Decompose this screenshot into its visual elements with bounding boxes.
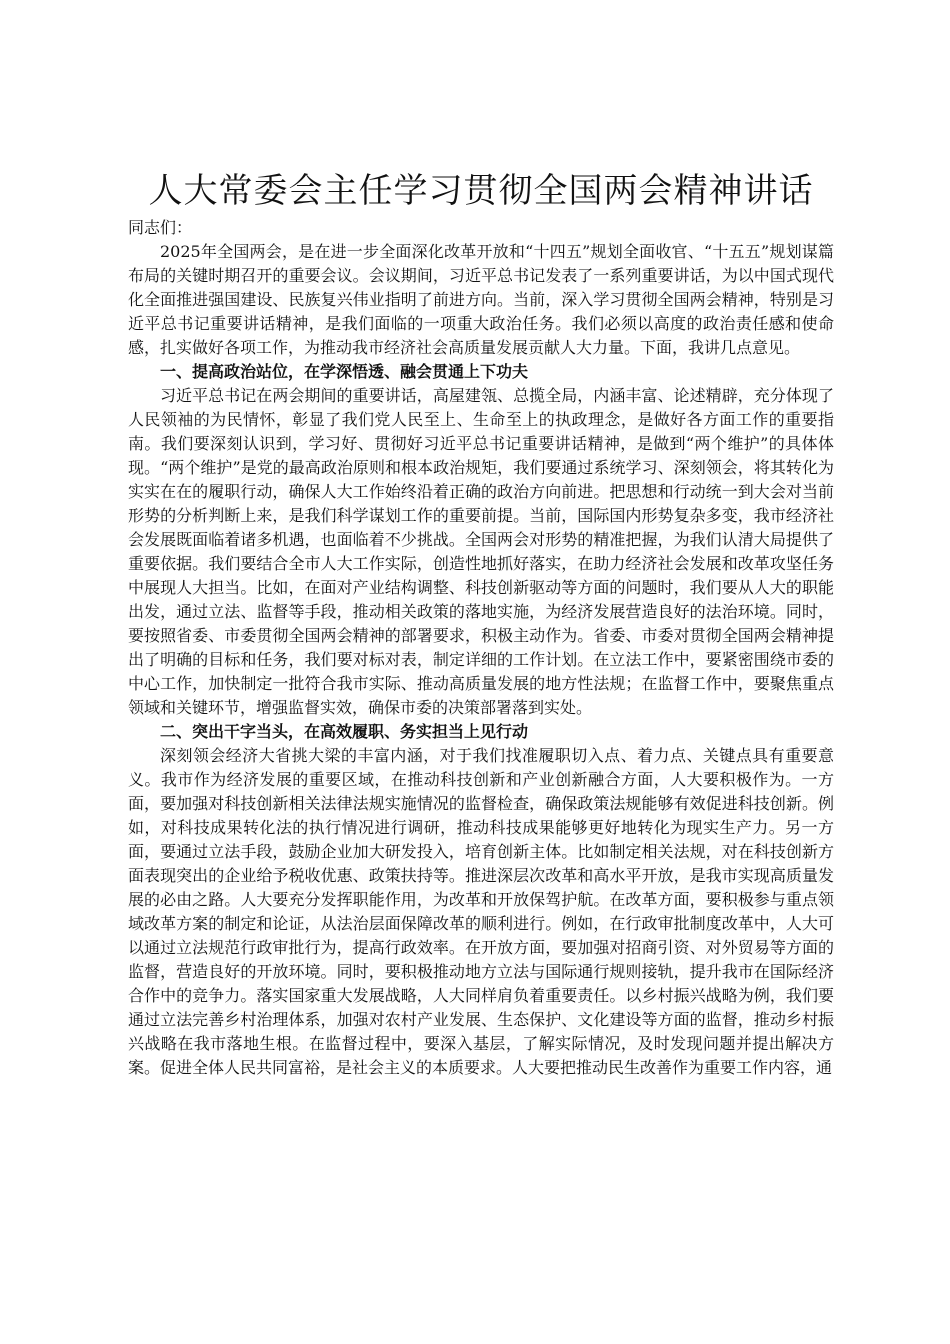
- section-1-heading: 一、提高政治站位，在学深悟透、融会贯通上下功夫: [160, 362, 529, 381]
- section-2-heading: 二、突出干字当头，在高效履职、务实担当上见行动: [160, 722, 529, 741]
- document-title: 人大常委会主任学习贯彻全国两会精神讲话: [148, 171, 814, 211]
- section-1-paragraph: 习近平总书记在两会期间的重要讲话，高屋建瓴、总揽全局，内涵丰富、论述精辟，充分体现了人民领袖的为民情怀，彰显了我们党人民至上、生命至上的执政理念，是做好各方面工作的重要指南。我们要深刻认识到，学习好、贯彻好习近平总书记重要讲话精神，是做到“两个维护”的具体体现。“两个维护”是党的最高政治原则和根本政治规矩，我们要通过系统学习、深刻领会，将其转化为实实在在的履职行动，确保人大工作始终沿着正确的政治方向前进。把思想和行动统一到大会对当前形势的分析判断上来，是我们科学谋划工作的重要前提。当前，国际国内形势复杂多变，我市经济社会发展既面临着诸多机遇，也面临着不少挑战。全国两会对形势的精准把握，为我们认清大局提供了重要依据。我们要结合全市人大工作实际，创造性地抓好落实，在助力经济社会发展和改革攻坚任务中展现人大担当。比如，在面对产业结构调整、科技创新驱动等方面的问题时，我们要从人大的职能出发，通过立法、监督等手段，推动相关政策的落地实施，为经济发展营造良好的法治环境。同时，要按照省委、市委贯彻全国两会精神的部署要求，积极主动作为。省委、市委对贯彻全国两会精神提出了明确的目标和任务，我们要对标对表，制定详细的工作计划。在立法工作中，要紧密围绕市委的中心工作，加快制定一批符合我市实际、推动高质量发展的地方性法规；在监督工作中，要聚焦重点领域和关键环节，增强监督实效，确保市委的决策部署落到实处。: [128, 386, 834, 717]
- intro-paragraph: 2025年全国两会，是在进一步全面深化改革开放和“十四五”规划全面收官、“十五五”规划谋篇布局的关键时期召开的重要会议。会议期间，习近平总书记发表了一系列重要讲话，为以中国式现代化全面推进强国建设、民族复兴伟业指明了前进方向。当前，深入学习贯彻全国两会精神，特别是习近平总书记重要讲话精神，是我们面临的一项重大政治任务。我们必须以高度的政治责任感和使命感，扎实做好各项工作，为推动我市经济社会高质量发展贡献人大力量。下面，我讲几点意见。: [128, 242, 834, 357]
- document-page: [128, 170, 834, 1080]
- salutation: 同志们：: [128, 218, 193, 237]
- section-2-paragraph: 深刻领会经济大省挑大梁的丰富内涵，对于我们找准履职切入点、着力点、关键点具有重要意义。我市作为经济发展的重要区域，在推动科技创新和产业创新融合方面，人大要积极作为。一方面，要加强对科技创新相关法律法规实施情况的监督检查，确保政策法规能够有效促进科技创新。例如，对科技成果转化法的执行情况进行调研，推动科技成果能够更好地转化为现实生产力。另一方面，要通过立法手段，鼓励企业加大研发投入，培育创新主体。比如制定相关法规，对在科技创新方面表现突出的企业给予税收优惠、政策扶持等。推进深层次改革和高水平开放，是我市实现高质量发展的必由之路。人大要充分发挥职能作用，为改革和开放保驾护航。在改革方面，要积极参与重点领域改革方案的制定和论证，从法治层面保障改革的顺利进行。例如，在行政审批制度改革中，人大可以通过立法规范行政审批行为，提高行政效率。在开放方面，要加强对招商引资、对外贸易等方面的监督，营造良好的开放环境。同时，要积极推动地方立法与国际通行规则接轨，提升我市在国际经济合作中的竞争力。落实国家重大发展战略，人大同样肩负着重要责任。以乡村振兴战略为例，我们要通过立法完善乡村治理体系，加强对农村产业发展、生态保护、文化建设等方面的监督，推动乡村振兴战略在我市落地生根。在监督过程中，要深入基层，了解实际情况，及时发现问题并提出解决方案。促进全体人民共同富裕，是社会主义的本质要求。人大要把推动民生改善作为重要工作内容，通: [128, 746, 834, 1077]
